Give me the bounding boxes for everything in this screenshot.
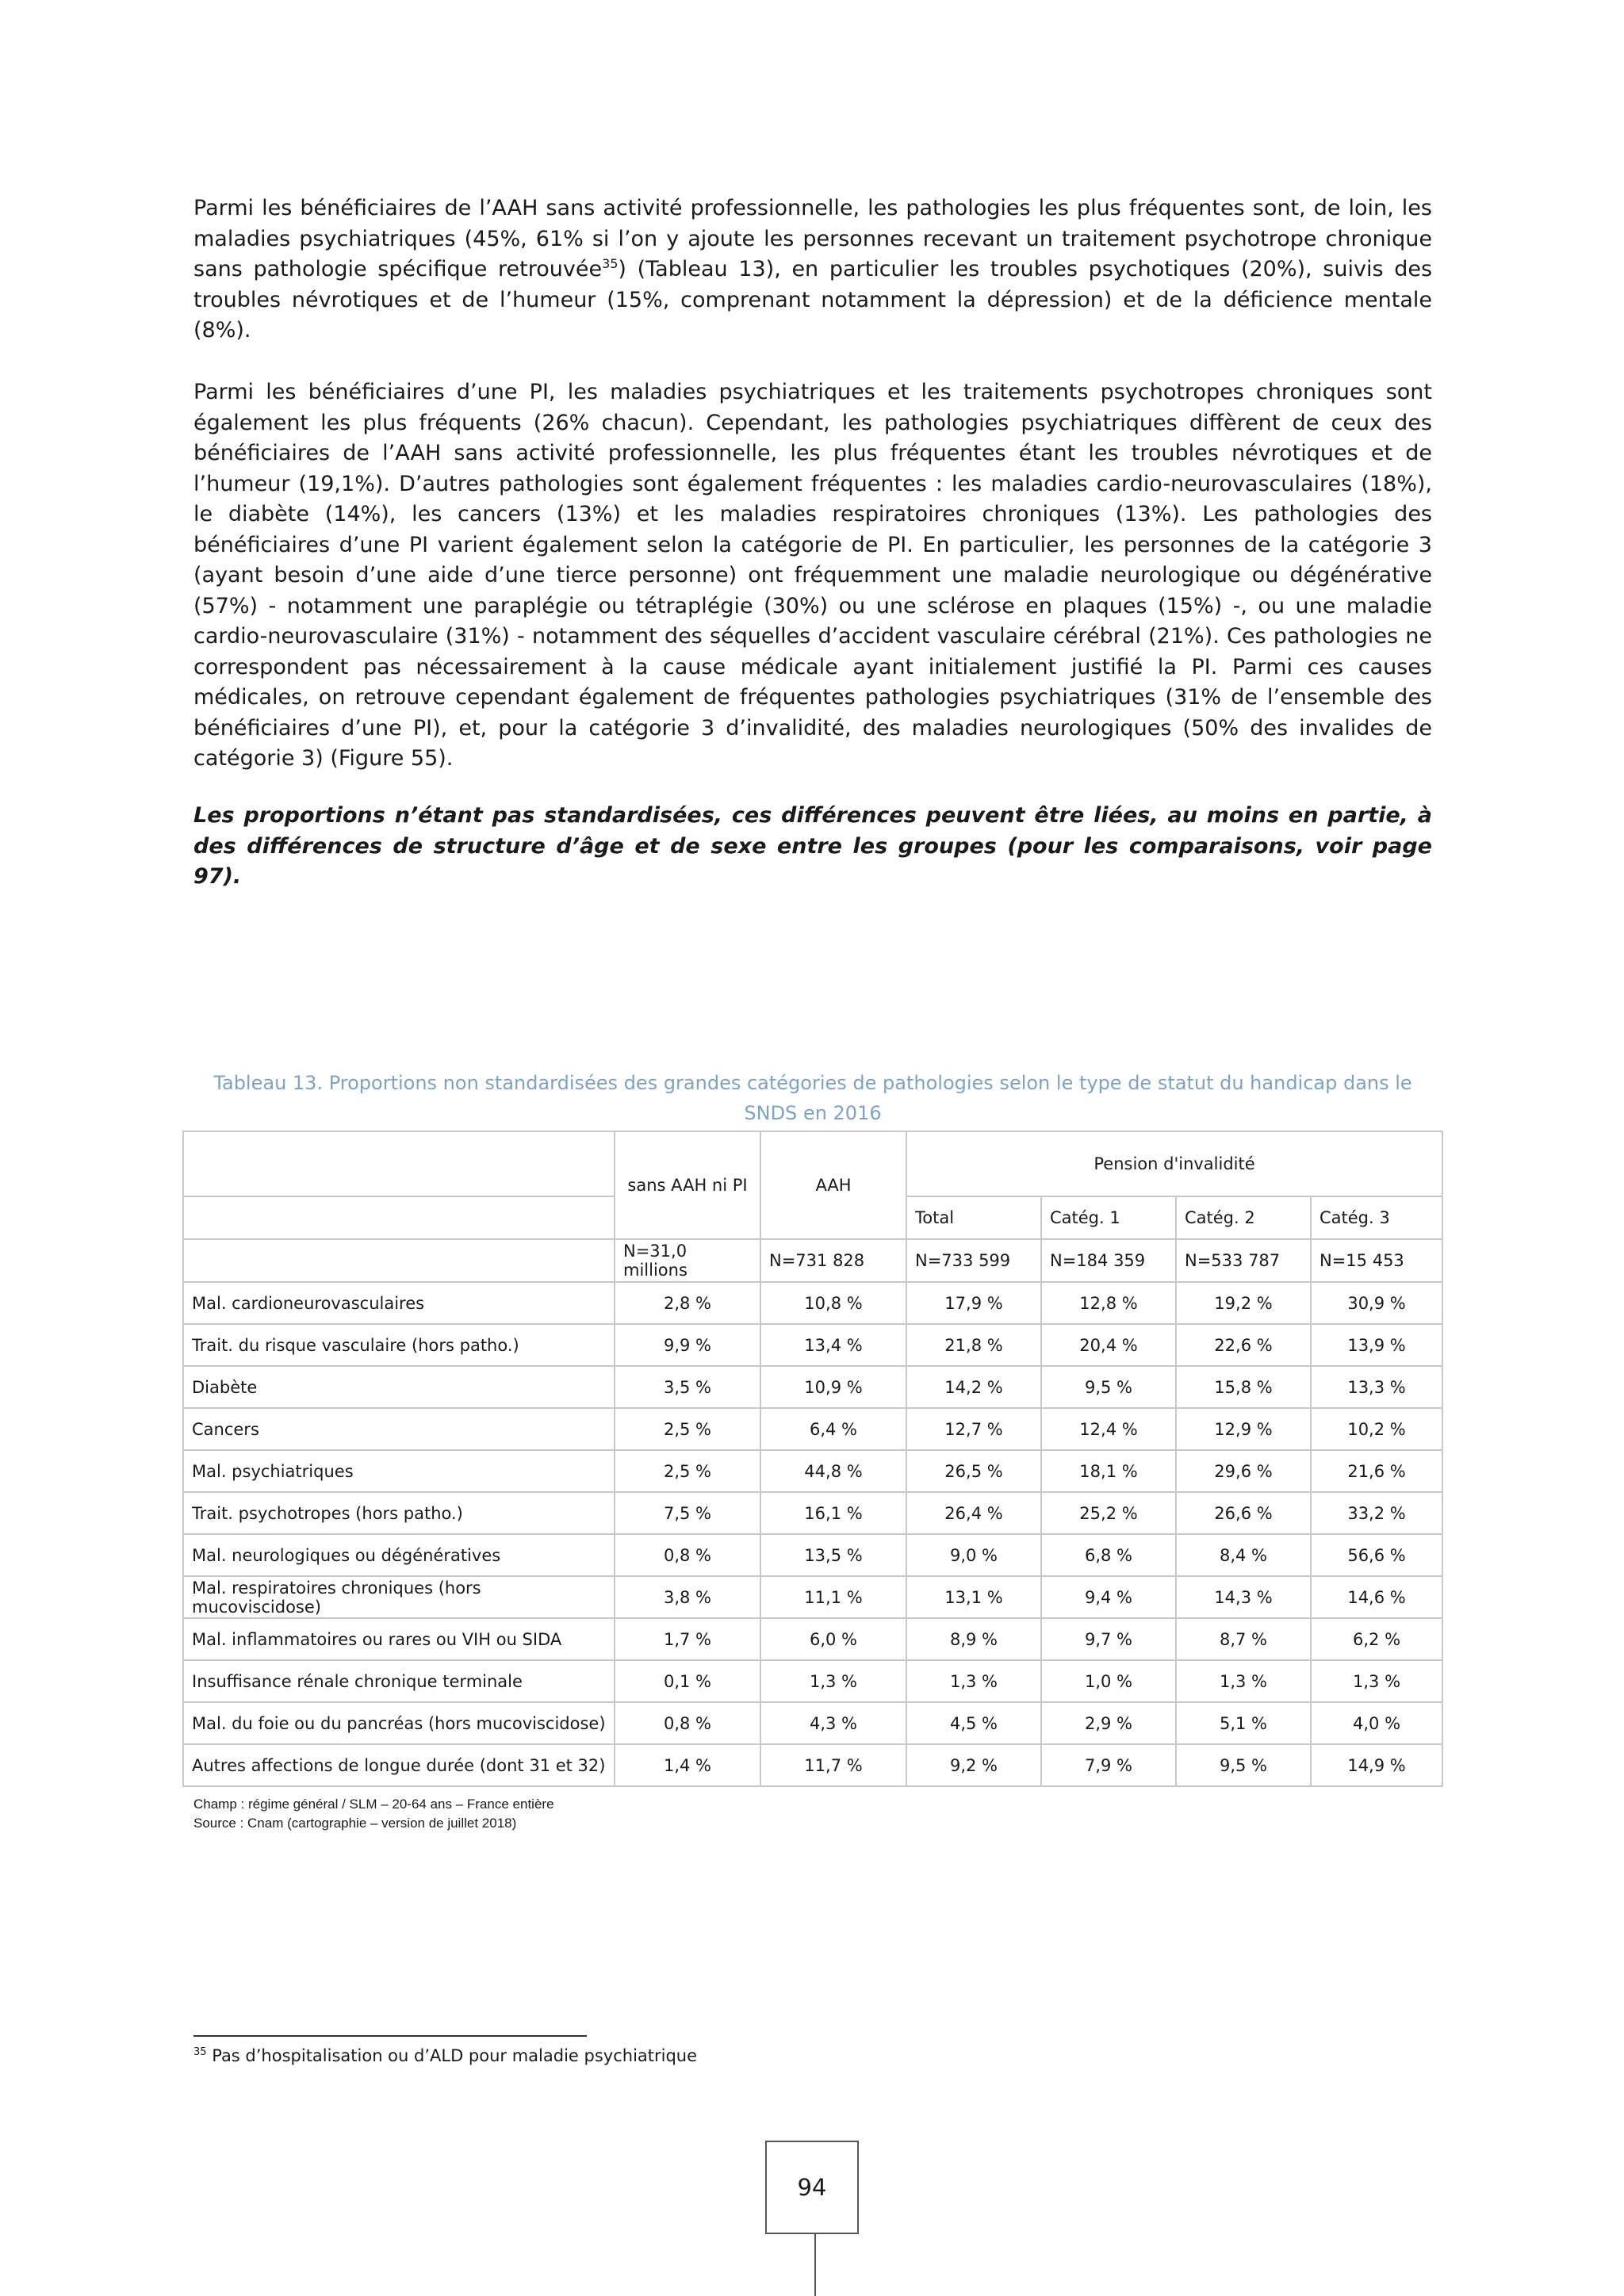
table-caption-line: Tableau 13. Proportions non standardisées des grandes catégories de pathologies selon le type de statut du handicap dans le bbox=[213, 1072, 1412, 1094]
value-cell: 10,8 % bbox=[760, 1282, 906, 1324]
page-number-box bbox=[765, 2141, 859, 2234]
table-counts-row bbox=[183, 1239, 1442, 1282]
value-cell: 19,2 % bbox=[1176, 1282, 1311, 1324]
value-cell: 6,4 % bbox=[760, 1408, 906, 1450]
value-cell: 9,0 % bbox=[906, 1534, 1041, 1576]
value-cell: 14,6 % bbox=[1311, 1576, 1442, 1618]
value-cell: 8,7 % bbox=[1176, 1618, 1311, 1660]
value-cell: 6,2 % bbox=[1311, 1618, 1442, 1660]
value-cell: 12,8 % bbox=[1041, 1282, 1176, 1324]
table-notes bbox=[193, 1795, 554, 1833]
value-cell: 3,8 % bbox=[615, 1576, 760, 1618]
value-cell: 30,9 % bbox=[1311, 1282, 1442, 1324]
row-label: Cancers bbox=[183, 1408, 615, 1450]
row-label: Mal. respiratoires chroniques (hors mucoviscidose) bbox=[183, 1576, 615, 1618]
value-cell: 10,9 % bbox=[760, 1366, 906, 1408]
value-cell: 13,3 % bbox=[1311, 1366, 1442, 1408]
value-cell: 1,7 % bbox=[615, 1618, 760, 1660]
value-cell: 6,0 % bbox=[760, 1618, 906, 1660]
value-cell: 0,1 % bbox=[615, 1660, 760, 1702]
row-label: Mal. inflammatoires ou rares ou VIH ou SIDA bbox=[183, 1618, 615, 1660]
value-cell: 12,9 % bbox=[1176, 1408, 1311, 1450]
paragraph-text: ) (Tableau 13), en particulier les troubles psychotiques (20%), suivis des troubles névrotiques et de l’humeur (15%, comprenant notamment la dépression) et de la déficience mentale (8%). bbox=[193, 257, 1433, 342]
count-cell: N=533 787 bbox=[1176, 1239, 1311, 1282]
value-cell: 9,5 % bbox=[1176, 1744, 1311, 1786]
row-label: Trait. du risque vasculaire (hors patho.) bbox=[183, 1324, 615, 1366]
value-cell: 4,5 % bbox=[906, 1702, 1041, 1744]
value-cell: 9,2 % bbox=[906, 1744, 1041, 1786]
table-row bbox=[183, 1576, 1442, 1618]
table-row bbox=[183, 1492, 1442, 1534]
value-cell: 21,6 % bbox=[1311, 1450, 1442, 1492]
table-row bbox=[183, 1534, 1442, 1576]
value-cell: 4,0 % bbox=[1311, 1702, 1442, 1744]
value-cell: 0,8 % bbox=[615, 1534, 760, 1576]
value-cell: 6,8 % bbox=[1041, 1534, 1176, 1576]
row-label: Insuffisance rénale chronique terminale bbox=[183, 1660, 615, 1702]
table-header-row bbox=[183, 1131, 1442, 1196]
value-cell: 14,3 % bbox=[1176, 1576, 1311, 1618]
value-cell: 1,3 % bbox=[1176, 1660, 1311, 1702]
value-cell: 9,4 % bbox=[1041, 1576, 1176, 1618]
value-cell: 26,4 % bbox=[906, 1492, 1041, 1534]
header-categ-3: Catég. 3 bbox=[1311, 1196, 1442, 1239]
table-row bbox=[183, 1282, 1442, 1324]
header-empty-cell bbox=[183, 1196, 615, 1239]
count-cell: N=15 453 bbox=[1311, 1239, 1442, 1282]
value-cell: 1,0 % bbox=[1041, 1660, 1176, 1702]
table-caption-line: SNDS en 2016 bbox=[744, 1102, 882, 1124]
row-label: Diabète bbox=[183, 1366, 615, 1408]
table-row bbox=[183, 1744, 1442, 1786]
table-row bbox=[183, 1450, 1442, 1492]
value-cell: 16,1 % bbox=[760, 1492, 906, 1534]
row-label: Mal. psychiatriques bbox=[183, 1450, 615, 1492]
paragraph-text: Parmi les bénéficiaires de l’AAH sans activité professionnelle, les pathologies les plus fréquentes sont, de loin, les maladies psychiatriques (45%, 61% si l’on y ajoute les personnes recevant un traitement psychotrope chronique sans pathologie spécifique retrouvée bbox=[193, 196, 1432, 281]
header-categ-2: Catég. 2 bbox=[1176, 1196, 1311, 1239]
value-cell: 13,1 % bbox=[906, 1576, 1041, 1618]
value-cell: 13,4 % bbox=[760, 1324, 906, 1366]
value-cell: 1,3 % bbox=[906, 1660, 1041, 1702]
header-sans-aah-ni-pi: sans AAH ni PI bbox=[615, 1131, 760, 1239]
paragraph-standardisation-warning: Les proportions n’étant pas standardisées, ces différences peuvent être liées, au moins en partie, à des différences de structure d’âge et de sexe entre les groupes (pour les comparaisons, voir page 97). bbox=[193, 803, 1432, 889]
value-cell: 14,2 % bbox=[906, 1366, 1041, 1408]
header-pension-invalidite: Pension d'invalidité bbox=[906, 1131, 1442, 1196]
value-cell: 12,7 % bbox=[906, 1408, 1041, 1450]
row-label: Autres affections de longue durée (dont 31 et 32) bbox=[183, 1744, 615, 1786]
value-cell: 9,7 % bbox=[1041, 1618, 1176, 1660]
footnote-text: Pas d’hospitalisation ou d’ALD pour maladie psychiatrique bbox=[206, 2046, 698, 2065]
value-cell: 33,2 % bbox=[1311, 1492, 1442, 1534]
table-caption bbox=[193, 1068, 1432, 1128]
header-categ-1: Catég. 1 bbox=[1041, 1196, 1176, 1239]
table-row bbox=[183, 1366, 1442, 1408]
header-empty-cell bbox=[183, 1239, 615, 1282]
header-aah: AAH bbox=[760, 1131, 906, 1239]
value-cell: 2,8 % bbox=[615, 1282, 760, 1324]
value-cell: 7,5 % bbox=[615, 1492, 760, 1534]
paragraph-pi-pathologies: Parmi les bénéficiaires d’une PI, les maladies psychiatriques et les traitements psychotropes chroniques sont également les plus fréquents (26% chacun). Cependant, les pathologies psychiatriques diffèrent de ceux des bénéficiaires de l’AAH sans activité professionnelle, les plus fréquentes étant les troubles névrotiques et de l’humeur (19,1%). D’autres pathologies sont également fréquentes : les maladies cardio-neurovasculaires (18%), le diabète (14%), les cancers (13%) et les maladies respiratoires chroniques (13%). Les pathologies des bénéficiaires d’une PI varient également selon la catégorie de PI. En particulier, les personnes de la catégorie 3 (ayant besoin d’une aide d’une tierce personne) ont fréquemment une maladie neurologique ou dégénérative (57%) - notamment une paraplégie ou tétraplégie (30%) ou une sclérose en plaques (15%) -, ou une maladie cardio-neurovasculaire (31%) - notamment des séquelles d’accident vasculaire cérébral (21%). Ces pathologies ne correspondent pas nécessairement à la cause médicale ayant initialement justifié la PI. Parmi ces causes médicales, on retrouve cependant également de fréquentes pathologies psychiatriques (31% de l’ensemble des bénéficiaires d’une PI), et, pour la catégorie 3 d’invalidité, des maladies neurologiques (50% des invalides de catégorie 3) (Figure 55). bbox=[193, 380, 1432, 771]
row-label: Trait. psychotropes (hors patho.) bbox=[183, 1492, 615, 1534]
footnote-number: 35 bbox=[193, 2046, 207, 2058]
footnote-divider bbox=[193, 2035, 587, 2037]
value-cell: 18,1 % bbox=[1041, 1450, 1176, 1492]
paragraph-aah-pathologies bbox=[193, 193, 1432, 346]
footnote bbox=[193, 2046, 697, 2065]
value-cell: 11,1 % bbox=[760, 1576, 906, 1618]
value-cell: 44,8 % bbox=[760, 1450, 906, 1492]
value-cell: 2,5 % bbox=[615, 1450, 760, 1492]
value-cell: 22,6 % bbox=[1176, 1324, 1311, 1366]
footnote-ref[interactable]: 35 bbox=[602, 256, 619, 271]
value-cell: 10,2 % bbox=[1311, 1408, 1442, 1450]
value-cell: 5,1 % bbox=[1176, 1702, 1311, 1744]
value-cell: 3,5 % bbox=[615, 1366, 760, 1408]
value-cell: 12,4 % bbox=[1041, 1408, 1176, 1450]
value-cell: 56,6 % bbox=[1311, 1534, 1442, 1576]
count-cell: N=733 599 bbox=[906, 1239, 1041, 1282]
row-label: Mal. neurologiques ou dégénératives bbox=[183, 1534, 615, 1576]
value-cell: 14,9 % bbox=[1311, 1744, 1442, 1786]
count-cell: N=184 359 bbox=[1041, 1239, 1176, 1282]
value-cell: 2,9 % bbox=[1041, 1702, 1176, 1744]
value-cell: 1,3 % bbox=[760, 1660, 906, 1702]
value-cell: 9,9 % bbox=[615, 1324, 760, 1366]
table-note-champ: Champ : régime général / SLM – 20-64 ans – France entière bbox=[193, 1797, 554, 1812]
count-cell: N=31,0 millions bbox=[615, 1239, 760, 1282]
value-cell: 8,9 % bbox=[906, 1618, 1041, 1660]
table-row bbox=[183, 1324, 1442, 1366]
pathologies-table bbox=[182, 1131, 1443, 1787]
row-label: Mal. cardioneurovasculaires bbox=[183, 1282, 615, 1324]
value-cell: 26,6 % bbox=[1176, 1492, 1311, 1534]
value-cell: 1,4 % bbox=[615, 1744, 760, 1786]
page-number-connector bbox=[814, 2234, 816, 2296]
header-total: Total bbox=[906, 1196, 1041, 1239]
value-cell: 8,4 % bbox=[1176, 1534, 1311, 1576]
value-cell: 25,2 % bbox=[1041, 1492, 1176, 1534]
count-cell: N=731 828 bbox=[760, 1239, 906, 1282]
value-cell: 1,3 % bbox=[1311, 1660, 1442, 1702]
value-cell: 17,9 % bbox=[906, 1282, 1041, 1324]
value-cell: 7,9 % bbox=[1041, 1744, 1176, 1786]
value-cell: 21,8 % bbox=[906, 1324, 1041, 1366]
value-cell: 9,5 % bbox=[1041, 1366, 1176, 1408]
value-cell: 4,3 % bbox=[760, 1702, 906, 1744]
value-cell: 26,5 % bbox=[906, 1450, 1041, 1492]
table-row bbox=[183, 1408, 1442, 1450]
value-cell: 29,6 % bbox=[1176, 1450, 1311, 1492]
row-label: Mal. du foie ou du pancréas (hors mucoviscidose) bbox=[183, 1702, 615, 1744]
table-note-source: Source : Cnam (cartographie – version de juillet 2018) bbox=[193, 1816, 517, 1831]
value-cell: 15,8 % bbox=[1176, 1366, 1311, 1408]
value-cell: 0,8 % bbox=[615, 1702, 760, 1744]
value-cell: 13,9 % bbox=[1311, 1324, 1442, 1366]
value-cell: 20,4 % bbox=[1041, 1324, 1176, 1366]
value-cell: 11,7 % bbox=[760, 1744, 906, 1786]
page-number: 94 bbox=[797, 2174, 827, 2201]
header-empty-cell bbox=[183, 1131, 615, 1196]
value-cell: 13,5 % bbox=[760, 1534, 906, 1576]
table-row bbox=[183, 1618, 1442, 1660]
table-row bbox=[183, 1660, 1442, 1702]
value-cell: 2,5 % bbox=[615, 1408, 760, 1450]
table-row bbox=[183, 1702, 1442, 1744]
